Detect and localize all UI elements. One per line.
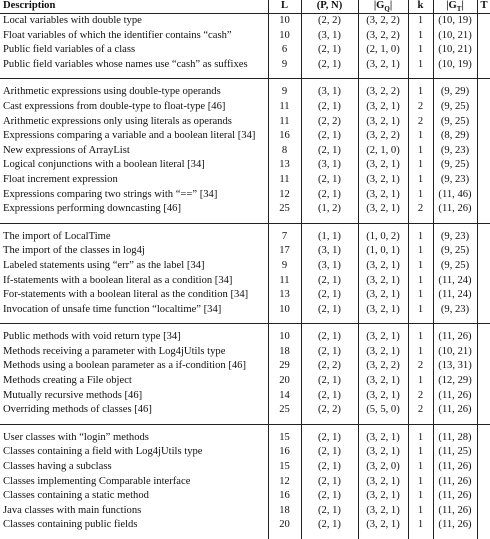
row-t (477, 244, 490, 259)
row-pn: (2, 1) (301, 274, 358, 289)
row-description: If-statements with a boolean literal as a condition [34] (0, 274, 268, 289)
row-gt: (11, 26) (433, 489, 477, 504)
row-gt: (11, 24) (433, 288, 477, 303)
row-gq: (3, 2, 1) (358, 504, 408, 519)
row-l: 8 (268, 144, 301, 159)
table-row (0, 345, 490, 360)
row-gt: (11, 26) (433, 460, 477, 475)
table-row (0, 14, 490, 29)
row-l: 29 (268, 359, 301, 374)
row-gq: (2, 1, 0) (358, 43, 408, 58)
row-gq: (5, 5, 0) (358, 403, 408, 424)
row-pn: (3, 1) (301, 259, 358, 274)
row-l: 10 (268, 303, 301, 324)
row-gq: (3, 2, 1) (358, 424, 408, 445)
row-gt: (9, 23) (433, 303, 477, 324)
row-description: Classes having a subclass (0, 460, 268, 475)
row-k: 1 (408, 129, 433, 144)
table-row (0, 445, 490, 460)
row-t (477, 324, 490, 345)
row-k: 1 (408, 14, 433, 29)
row-t (477, 29, 490, 44)
table-body (0, 14, 490, 539)
row-description: Float increment expression (0, 173, 268, 188)
row-k: 1 (408, 460, 433, 475)
header-row (0, 0, 490, 14)
row-pn: (2, 1) (301, 303, 358, 324)
row-gq: (3, 2, 1) (358, 489, 408, 504)
row-gq: (3, 2, 1) (358, 173, 408, 188)
row-description: User classes with “login” methods (0, 424, 268, 445)
row-l: 9 (268, 259, 301, 274)
row-l: 25 (268, 403, 301, 424)
row-pn: (2, 1) (301, 144, 358, 159)
row-l: 13 (268, 158, 301, 173)
row-l: 10 (268, 14, 301, 29)
row-t (477, 359, 490, 374)
header-t: T (477, 0, 490, 14)
row-pn: (2, 2) (301, 359, 358, 374)
row-l: 15 (268, 424, 301, 445)
row-description: Methods using a boolean parameter as a if-condition [46] (0, 359, 268, 374)
row-k: 1 (408, 188, 433, 203)
row-gt: (12, 29) (433, 374, 477, 389)
row-k: 1 (408, 58, 433, 79)
row-description: Expressions comparing a variable and a boolean literal [34] (0, 129, 268, 144)
row-description: Classes containing public fields (0, 518, 268, 539)
row-t (477, 79, 490, 100)
row-gq: (3, 2, 1) (358, 202, 408, 223)
row-k: 1 (408, 173, 433, 188)
row-k: 1 (408, 79, 433, 100)
row-gq: (3, 2, 2) (358, 29, 408, 44)
row-k: 1 (408, 43, 433, 58)
row-k: 1 (408, 274, 433, 289)
row-gt: (11, 26) (433, 518, 477, 539)
table-row (0, 303, 490, 324)
row-k: 1 (408, 324, 433, 345)
table-row (0, 518, 490, 539)
row-k: 1 (408, 288, 433, 303)
row-t (477, 223, 490, 244)
table-row (0, 489, 490, 504)
table-row (0, 288, 490, 303)
row-description: Classes implementing Comparable interface (0, 475, 268, 490)
table-row (0, 58, 490, 79)
row-pn: (2, 1) (301, 188, 358, 203)
row-gq: (3, 2, 0) (358, 460, 408, 475)
row-k: 2 (408, 389, 433, 404)
row-t (477, 129, 490, 144)
row-description: Mutually recursive methods [46] (0, 389, 268, 404)
row-t (477, 14, 490, 29)
table-row (0, 188, 490, 203)
row-k: 1 (408, 158, 433, 173)
row-l: 13 (268, 288, 301, 303)
row-t (477, 188, 490, 203)
row-gt: (9, 29) (433, 79, 477, 100)
row-gq: (3, 2, 1) (358, 274, 408, 289)
row-pn: (2, 1) (301, 460, 358, 475)
table-row (0, 460, 490, 475)
row-description: Arithmetic expressions only using literals as operands (0, 115, 268, 130)
row-l: 7 (268, 223, 301, 244)
row-pn: (2, 1) (301, 129, 358, 144)
row-k: 1 (408, 475, 433, 490)
row-description: Local variables with double type (0, 14, 268, 29)
row-pn: (2, 1) (301, 345, 358, 360)
table-row (0, 424, 490, 445)
row-gt: (11, 28) (433, 424, 477, 445)
row-gq: (3, 2, 1) (358, 115, 408, 130)
row-gq: (3, 2, 1) (358, 518, 408, 539)
row-gt: (10, 21) (433, 345, 477, 360)
row-pn: (2, 1) (301, 100, 358, 115)
row-k: 1 (408, 29, 433, 44)
table-row (0, 43, 490, 58)
row-gq: (3, 2, 1) (358, 345, 408, 360)
row-k: 2 (408, 202, 433, 223)
row-gt: (9, 23) (433, 223, 477, 244)
row-pn: (3, 1) (301, 244, 358, 259)
row-gq: (3, 2, 1) (358, 58, 408, 79)
table-row (0, 504, 490, 519)
row-gq: (3, 2, 2) (358, 14, 408, 29)
table-row (0, 389, 490, 404)
row-description: Java classes with main functions (0, 504, 268, 519)
row-l: 15 (268, 460, 301, 475)
row-k: 1 (408, 144, 433, 159)
row-l: 20 (268, 518, 301, 539)
row-gq: (3, 2, 1) (358, 389, 408, 404)
row-gq: (3, 2, 1) (358, 259, 408, 274)
table-row (0, 223, 490, 244)
header-l: L (268, 0, 301, 14)
row-t (477, 173, 490, 188)
row-gq: (2, 1, 0) (358, 144, 408, 159)
table-row (0, 475, 490, 490)
table-row (0, 259, 490, 274)
row-l: 11 (268, 173, 301, 188)
row-description: Overriding methods of classes [46] (0, 403, 268, 424)
row-k: 1 (408, 489, 433, 504)
row-gq: (3, 2, 1) (358, 188, 408, 203)
row-pn: (3, 1) (301, 158, 358, 173)
row-gq: (3, 2, 2) (358, 129, 408, 144)
row-gt: (8, 29) (433, 129, 477, 144)
row-description: Expressions performing downcasting [46] (0, 202, 268, 223)
row-t (477, 518, 490, 539)
row-l: 16 (268, 445, 301, 460)
table-row (0, 129, 490, 144)
table-row (0, 274, 490, 289)
row-description: Public field variables whose names use “cash” as suffixes (0, 58, 268, 79)
row-t (477, 202, 490, 223)
row-gt: (11, 25) (433, 445, 477, 460)
row-gt: (9, 25) (433, 158, 477, 173)
row-l: 14 (268, 389, 301, 404)
row-t (477, 274, 490, 289)
row-description: Arithmetic expressions using double-type operands (0, 79, 268, 100)
row-pn: (3, 1) (301, 29, 358, 44)
row-gq: (3, 2, 1) (358, 475, 408, 490)
row-pn: (2, 1) (301, 518, 358, 539)
row-t (477, 504, 490, 519)
row-t (477, 345, 490, 360)
row-pn: (1, 1) (301, 223, 358, 244)
row-t (477, 424, 490, 445)
table-row (0, 173, 490, 188)
row-t (477, 403, 490, 424)
row-l: 17 (268, 244, 301, 259)
header-description: Description (0, 0, 268, 14)
row-l: 20 (268, 374, 301, 389)
row-gq: (3, 2, 1) (358, 288, 408, 303)
row-l: 9 (268, 79, 301, 100)
row-description: Logical conjunctions with a boolean literal [34] (0, 158, 268, 173)
row-t (477, 115, 490, 130)
row-gq: (1, 0, 2) (358, 223, 408, 244)
row-gq: (3, 2, 2) (358, 79, 408, 100)
row-k: 1 (408, 504, 433, 519)
row-pn: (2, 2) (301, 115, 358, 130)
row-gt: (10, 19) (433, 14, 477, 29)
row-gt: (9, 25) (433, 100, 477, 115)
row-l: 16 (268, 489, 301, 504)
row-k: 1 (408, 303, 433, 324)
row-description: Public field variables of a class (0, 43, 268, 58)
row-k: 1 (408, 424, 433, 445)
row-pn: (3, 1) (301, 79, 358, 100)
row-description: New expressions of ArrayList (0, 144, 268, 159)
row-gt: (9, 25) (433, 259, 477, 274)
row-t (477, 374, 490, 389)
row-gq: (3, 2, 2) (358, 359, 408, 374)
row-description: The import of LocalTime (0, 223, 268, 244)
table-row (0, 144, 490, 159)
row-t (477, 303, 490, 324)
row-gt: (9, 23) (433, 144, 477, 159)
row-gt: (11, 26) (433, 403, 477, 424)
table-row (0, 29, 490, 44)
row-gt: (11, 46) (433, 188, 477, 203)
row-description: For-statements with a boolean literal as the condition [34] (0, 288, 268, 303)
table-row (0, 79, 490, 100)
row-description: Methods creating a File object (0, 374, 268, 389)
row-l: 10 (268, 29, 301, 44)
row-description: Float variables of which the identifier contains “cash” (0, 29, 268, 44)
row-gt: (11, 26) (433, 202, 477, 223)
row-l: 18 (268, 345, 301, 360)
row-t (477, 43, 490, 58)
row-k: 2 (408, 359, 433, 374)
row-t (477, 259, 490, 274)
row-l: 16 (268, 129, 301, 144)
row-t (477, 288, 490, 303)
row-pn: (2, 1) (301, 489, 358, 504)
row-pn: (2, 1) (301, 389, 358, 404)
row-pn: (2, 1) (301, 374, 358, 389)
row-pn: (2, 1) (301, 324, 358, 345)
row-l: 6 (268, 43, 301, 58)
row-pn: (2, 1) (301, 475, 358, 490)
row-gq: (3, 2, 1) (358, 100, 408, 115)
row-l: 11 (268, 115, 301, 130)
row-description: Expressions comparing two strings with “==” [34] (0, 188, 268, 203)
row-t (477, 389, 490, 404)
row-pn: (2, 1) (301, 173, 358, 188)
row-description: Labeled statements using “err” as the label [34] (0, 259, 268, 274)
row-gt: (9, 25) (433, 244, 477, 259)
row-gt: (10, 19) (433, 58, 477, 79)
header-gq: $|G_Q|$ (358, 0, 408, 14)
row-description: The import of the classes in log4j (0, 244, 268, 259)
row-pn: (2, 2) (301, 14, 358, 29)
row-k: 1 (408, 518, 433, 539)
table-row (0, 115, 490, 130)
table-row (0, 324, 490, 345)
row-k: 1 (408, 244, 433, 259)
row-t (477, 58, 490, 79)
row-l: 18 (268, 504, 301, 519)
table-row (0, 374, 490, 389)
table-row (0, 158, 490, 173)
row-pn: (2, 1) (301, 288, 358, 303)
row-k: 2 (408, 403, 433, 424)
row-gq: (3, 2, 1) (358, 374, 408, 389)
row-description: Methods receiving a parameter with Log4jUtils type (0, 345, 268, 360)
header-gt: $|G_T|$ (433, 0, 477, 14)
header-pn: (P, N) (301, 0, 358, 14)
row-t (477, 158, 490, 173)
row-gt: (11, 26) (433, 504, 477, 519)
row-description: Public methods with void return type [34] (0, 324, 268, 345)
row-gt: (11, 26) (433, 324, 477, 345)
row-t (477, 460, 490, 475)
row-l: 25 (268, 202, 301, 223)
row-k: 2 (408, 115, 433, 130)
row-gt: (9, 25) (433, 115, 477, 130)
row-l: 11 (268, 100, 301, 115)
row-t (477, 100, 490, 115)
row-pn: (2, 1) (301, 504, 358, 519)
header-k: k (408, 0, 433, 14)
row-description: Invocation of unsafe time function “localtime” [34] (0, 303, 268, 324)
row-k: 1 (408, 223, 433, 244)
table-row (0, 403, 490, 424)
row-gt: (10, 21) (433, 43, 477, 58)
row-pn: (2, 1) (301, 445, 358, 460)
row-t (477, 445, 490, 460)
row-gt: (13, 31) (433, 359, 477, 374)
row-pn: (2, 2) (301, 403, 358, 424)
row-gt: (11, 26) (433, 475, 477, 490)
row-gq: (1, 0, 1) (358, 244, 408, 259)
row-gq: (3, 2, 1) (358, 158, 408, 173)
row-pn: (1, 2) (301, 202, 358, 223)
row-pn: (2, 1) (301, 424, 358, 445)
row-l: 11 (268, 274, 301, 289)
row-k: 1 (408, 259, 433, 274)
row-k: 1 (408, 345, 433, 360)
row-t (477, 144, 490, 159)
row-l: 9 (268, 58, 301, 79)
row-k: 2 (408, 100, 433, 115)
row-gq: (3, 2, 1) (358, 324, 408, 345)
row-description: Classes containing a static method (0, 489, 268, 504)
row-gt: (10, 21) (433, 29, 477, 44)
row-l: 10 (268, 324, 301, 345)
row-l: 12 (268, 188, 301, 203)
row-gq: (3, 2, 1) (358, 445, 408, 460)
row-gq: (3, 2, 1) (358, 303, 408, 324)
row-gt: (11, 26) (433, 389, 477, 404)
row-gt: (11, 24) (433, 274, 477, 289)
row-pn: (2, 1) (301, 43, 358, 58)
table-row (0, 202, 490, 223)
row-k: 1 (408, 445, 433, 460)
row-t (477, 475, 490, 490)
row-gt: (9, 23) (433, 173, 477, 188)
row-l: 12 (268, 475, 301, 490)
table-row (0, 359, 490, 374)
row-pn: (2, 1) (301, 58, 358, 79)
table-row (0, 100, 490, 115)
row-k: 1 (408, 374, 433, 389)
table-row (0, 244, 490, 259)
row-description: Classes containing a field with Log4jUtils type (0, 445, 268, 460)
row-t (477, 489, 490, 504)
row-description: Cast expressions from double-type to float-type [46] (0, 100, 268, 115)
